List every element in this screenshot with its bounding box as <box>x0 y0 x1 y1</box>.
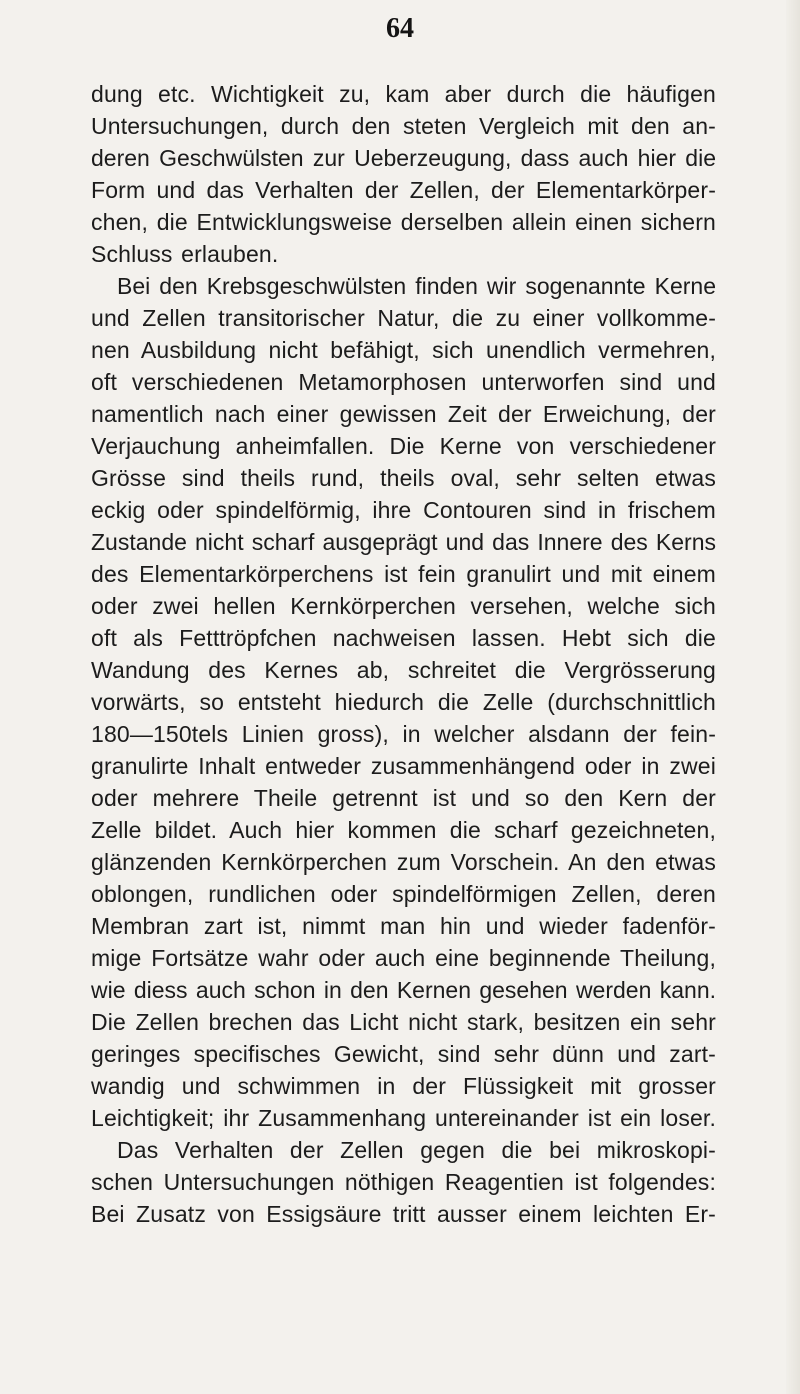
text-line: schen Untersuchungen nöthigen Reagentien ist folgendes: <box>91 1169 716 1195</box>
text-line: vorwärts, so entsteht hiedurch die Zelle (durchschnittlich <box>91 689 716 715</box>
text-line: des Elementarkörperchens ist fein granulirt und mit einem <box>91 561 716 587</box>
text-line: nen Ausbildung nicht befähigt, sich unendlich vermehren, <box>91 337 716 363</box>
text-line: Das Verhalten der Zellen gegen die bei mikroskopi- <box>117 1137 716 1163</box>
text-line: Wandung des Kernes ab, schreitet die Vergrösserung <box>91 657 716 683</box>
text-line: oft verschiedenen Metamorphosen unterworfen sind und <box>91 369 716 395</box>
text-line: Grösse sind theils rund, theils oval, sehr selten etwas <box>91 465 716 491</box>
text-line: oblongen, rundlichen oder spindelförmigen Zellen, deren <box>91 881 716 907</box>
text-line: und Zellen transitorischer Natur, die zu einer vollkomme- <box>91 305 716 331</box>
text-line: granulirte Inhalt entweder zusammenhängend oder in zwei <box>91 753 716 779</box>
text-line: oder zwei hellen Kernkörperchen versehen, welche sich <box>91 593 716 619</box>
text-line: Zelle bildet. Auch hier kommen die scharf gezeichneten, <box>91 817 716 843</box>
page-number: 64 <box>386 13 414 44</box>
text-line: chen, die Entwicklungsweise derselben allein einen sichern <box>91 209 716 235</box>
text-line: mige Fortsätze wahr oder auch eine beginnende Theilung, <box>91 945 716 971</box>
text-line: Verjauchung anheimfallen. Die Kerne von verschiedener <box>91 433 716 459</box>
text-line: oder mehrere Theile getrennt ist und so den Kern der <box>91 785 716 811</box>
text-line: Untersuchungen, durch den steten Vergleich mit den an- <box>91 113 716 139</box>
text-line: Zustande nicht scharf ausgeprägt und das Innere des Kerns <box>91 529 716 555</box>
text-line: Leichtigkeit; ihr Zusammenhang untereinander ist ein loser. <box>91 1105 716 1131</box>
text-line: 180—150tels Linien gross), in welcher alsdann der fein- <box>91 721 716 747</box>
text-line: Membran zart ist, nimmt man hin und wieder fadenför- <box>91 913 716 939</box>
text-line: Bei Zusatz von Essigsäure tritt ausser einem leichten Er- <box>91 1201 716 1227</box>
text-line: dung etc. Wichtigkeit zu, kam aber durch die häufigen <box>91 81 716 107</box>
text-line: Form und das Verhalten der Zellen, der Elementarkörper- <box>91 177 716 203</box>
text-line: geringes specifisches Gewicht, sind sehr dünn und zart- <box>91 1041 716 1067</box>
page-edge-shadow <box>786 0 800 1394</box>
body-text <box>91 78 716 1230</box>
text-line: Schluss erlauben. <box>91 241 279 267</box>
text-line: oft als Fetttröpfchen nachweisen lassen. Hebt sich die <box>91 625 716 651</box>
text-line: wandig und schwimmen in der Flüssigkeit mit grosser <box>91 1073 716 1099</box>
text-line: Bei den Krebsgeschwülsten finden wir sogenannte Kerne <box>117 273 716 299</box>
text-line: wie diess auch schon in den Kernen gesehen werden kann. <box>91 977 716 1003</box>
text-line: Die Zellen brechen das Licht nicht stark, besitzen ein sehr <box>91 1009 716 1035</box>
text-line: glänzenden Kernkörperchen zum Vorschein. An den etwas <box>91 849 716 875</box>
text-line: namentlich nach einer gewissen Zeit der Erweichung, der <box>91 401 716 427</box>
text-line: deren Geschwülsten zur Ueberzeugung, dass auch hier die <box>91 145 716 171</box>
text-line: eckig oder spindelförmig, ihre Contouren sind in frischem <box>91 497 716 523</box>
